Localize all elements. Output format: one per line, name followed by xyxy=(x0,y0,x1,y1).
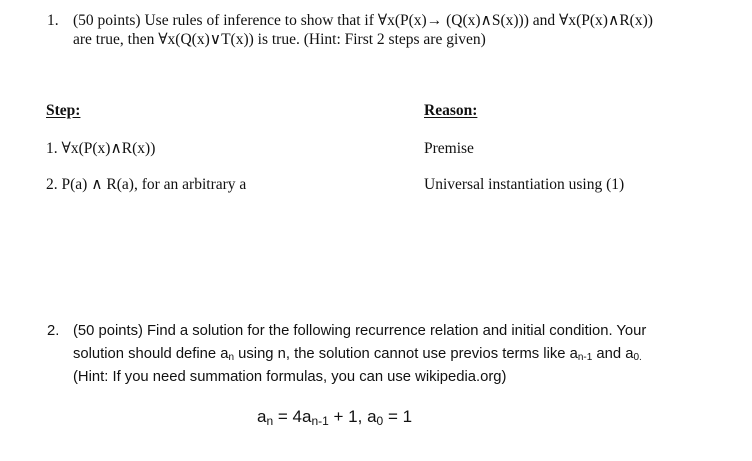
question2-text-line2 xyxy=(73,343,642,365)
equation-init-sub: 0 xyxy=(376,414,384,428)
equation-plus: + 1, a xyxy=(328,407,377,426)
step-heading: Step: xyxy=(46,102,81,119)
proof-reason-2: Universal instantiation using (1) xyxy=(424,176,625,193)
question1-text-line2: are true, then ∀x(Q(x)∨T(x)) is true. (Hint: First 2 steps are given) xyxy=(73,31,486,48)
proof-reason-1: Premise xyxy=(424,140,474,157)
question2-number: 2. xyxy=(47,323,60,339)
question2-line2-sub-0: 0. xyxy=(633,352,642,363)
question2-line2-part3: and a xyxy=(592,346,634,362)
question2-line2-sub-n: n xyxy=(228,352,235,363)
question2-line2-part1: solution should define a xyxy=(73,346,229,362)
question2-text-line3: (Hint: If you need summation formulas, you can use wikipedia.org) xyxy=(73,369,507,385)
reason-heading: Reason: xyxy=(424,102,478,119)
question1-text-line1: (50 points) Use rules of inference to show that if ∀x(P(x)→ (Q(x)∧S(x))) and ∀x(P(x)∧R(x)) xyxy=(73,12,653,29)
question2-text-line1: (50 points) Find a solution for the following recurrence relation and initial condition. Your xyxy=(73,323,647,339)
equation-lhs: a xyxy=(257,407,267,426)
equation-init-val: = 1 xyxy=(383,407,413,426)
equation-eq: = 4a xyxy=(273,407,312,426)
equation-rhs-sub: n-1 xyxy=(311,414,329,428)
equation-lhs-sub: n xyxy=(266,414,274,428)
proof-step-2: 2. P(a) ∧ R(a), for an arbitrary a xyxy=(46,176,247,193)
question1-number: 1. xyxy=(47,12,59,29)
recurrence-equation xyxy=(257,406,412,428)
question2-line2-part2: using n, the solution cannot use previos terms like a xyxy=(234,346,578,362)
proof-step-1: 1. ∀x(P(x)∧R(x)) xyxy=(46,140,156,157)
question2-line2-sub-n-1: n-1 xyxy=(577,352,593,363)
